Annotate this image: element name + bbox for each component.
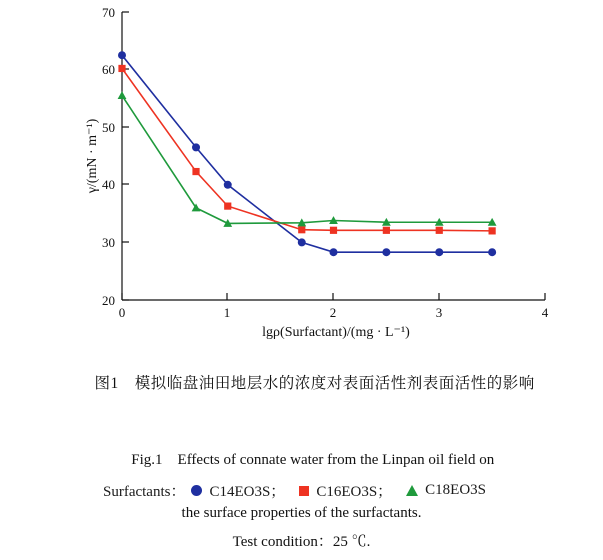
legend-item-c14eo3s — [191, 480, 285, 501]
data-point — [224, 203, 231, 210]
series-layer — [118, 51, 497, 256]
caption-cn-number: 图1 — [94, 375, 119, 393]
caption-test-condition: Test condition：25 ℃. — [232, 534, 371, 551]
x-axis-title: lgρ(Surfactant)/(mg · L⁻¹) — [262, 325, 410, 340]
x-axis-ticks — [122, 293, 545, 300]
data-point — [118, 65, 125, 72]
caption-en-text1: Effects of connate water from the Linpan oil field on — [177, 452, 495, 469]
x-tick-label: 4 — [541, 305, 549, 320]
data-point — [330, 227, 337, 234]
y-tick-label: 60 — [102, 62, 115, 77]
data-point — [224, 181, 232, 189]
y-tick-label: 50 — [102, 120, 115, 135]
legend-item-c16eo3s — [299, 480, 392, 501]
series-line — [122, 68, 492, 230]
data-point — [489, 227, 496, 234]
data-point — [330, 248, 338, 256]
data-point — [192, 143, 200, 151]
y-tick-label: 30 — [102, 235, 115, 250]
data-point — [382, 248, 390, 256]
caption-cn-text: 模拟临盘油田地层水的浓度对表面活性剂表面活性的影响 — [134, 375, 535, 393]
y-axis-tick-labels — [102, 5, 115, 308]
x-tick-label: 0 — [118, 305, 126, 320]
x-axis-tick-labels — [119, 305, 549, 320]
data-point — [298, 238, 306, 246]
caption-chinese — [0, 348, 603, 420]
legend-item-label: C14EO3S； — [209, 484, 286, 500]
y-tick-label: 40 — [102, 177, 115, 192]
y-tick-label: 70 — [102, 5, 115, 20]
data-point — [192, 168, 199, 175]
series-c18eo3s — [118, 91, 497, 227]
legend-item-c18eo3s — [406, 482, 486, 499]
series-line — [122, 96, 492, 224]
legend-item-label: C18EO3S — [425, 482, 486, 498]
data-point — [118, 91, 127, 99]
series-c16eo3s — [118, 65, 495, 235]
legend-title: Surfactants： — [102, 484, 186, 500]
data-point — [436, 227, 443, 234]
caption-en-number: Fig.1 — [131, 452, 163, 469]
y-tick-label: 20 — [102, 293, 115, 308]
x-tick-label: 3 — [435, 305, 443, 320]
y-axis-title: γ/(mN · m⁻¹) — [85, 118, 100, 194]
circle-marker-icon — [191, 485, 202, 496]
figure-caption — [0, 348, 603, 560]
data-point — [383, 227, 390, 234]
x-tick-label: 1 — [223, 305, 231, 320]
data-point — [298, 226, 305, 233]
x-tick-label: 2 — [329, 305, 337, 320]
chart-legend — [0, 480, 603, 501]
legend-item-label: C16EO3S； — [316, 484, 393, 500]
data-point — [118, 51, 126, 59]
data-point — [488, 248, 496, 256]
square-marker-icon — [299, 486, 309, 496]
triangle-marker-icon — [406, 485, 418, 496]
data-point — [192, 203, 201, 211]
data-point — [435, 248, 443, 256]
caption-english-line2: the surface properties of the surfactants. — [181, 504, 422, 521]
